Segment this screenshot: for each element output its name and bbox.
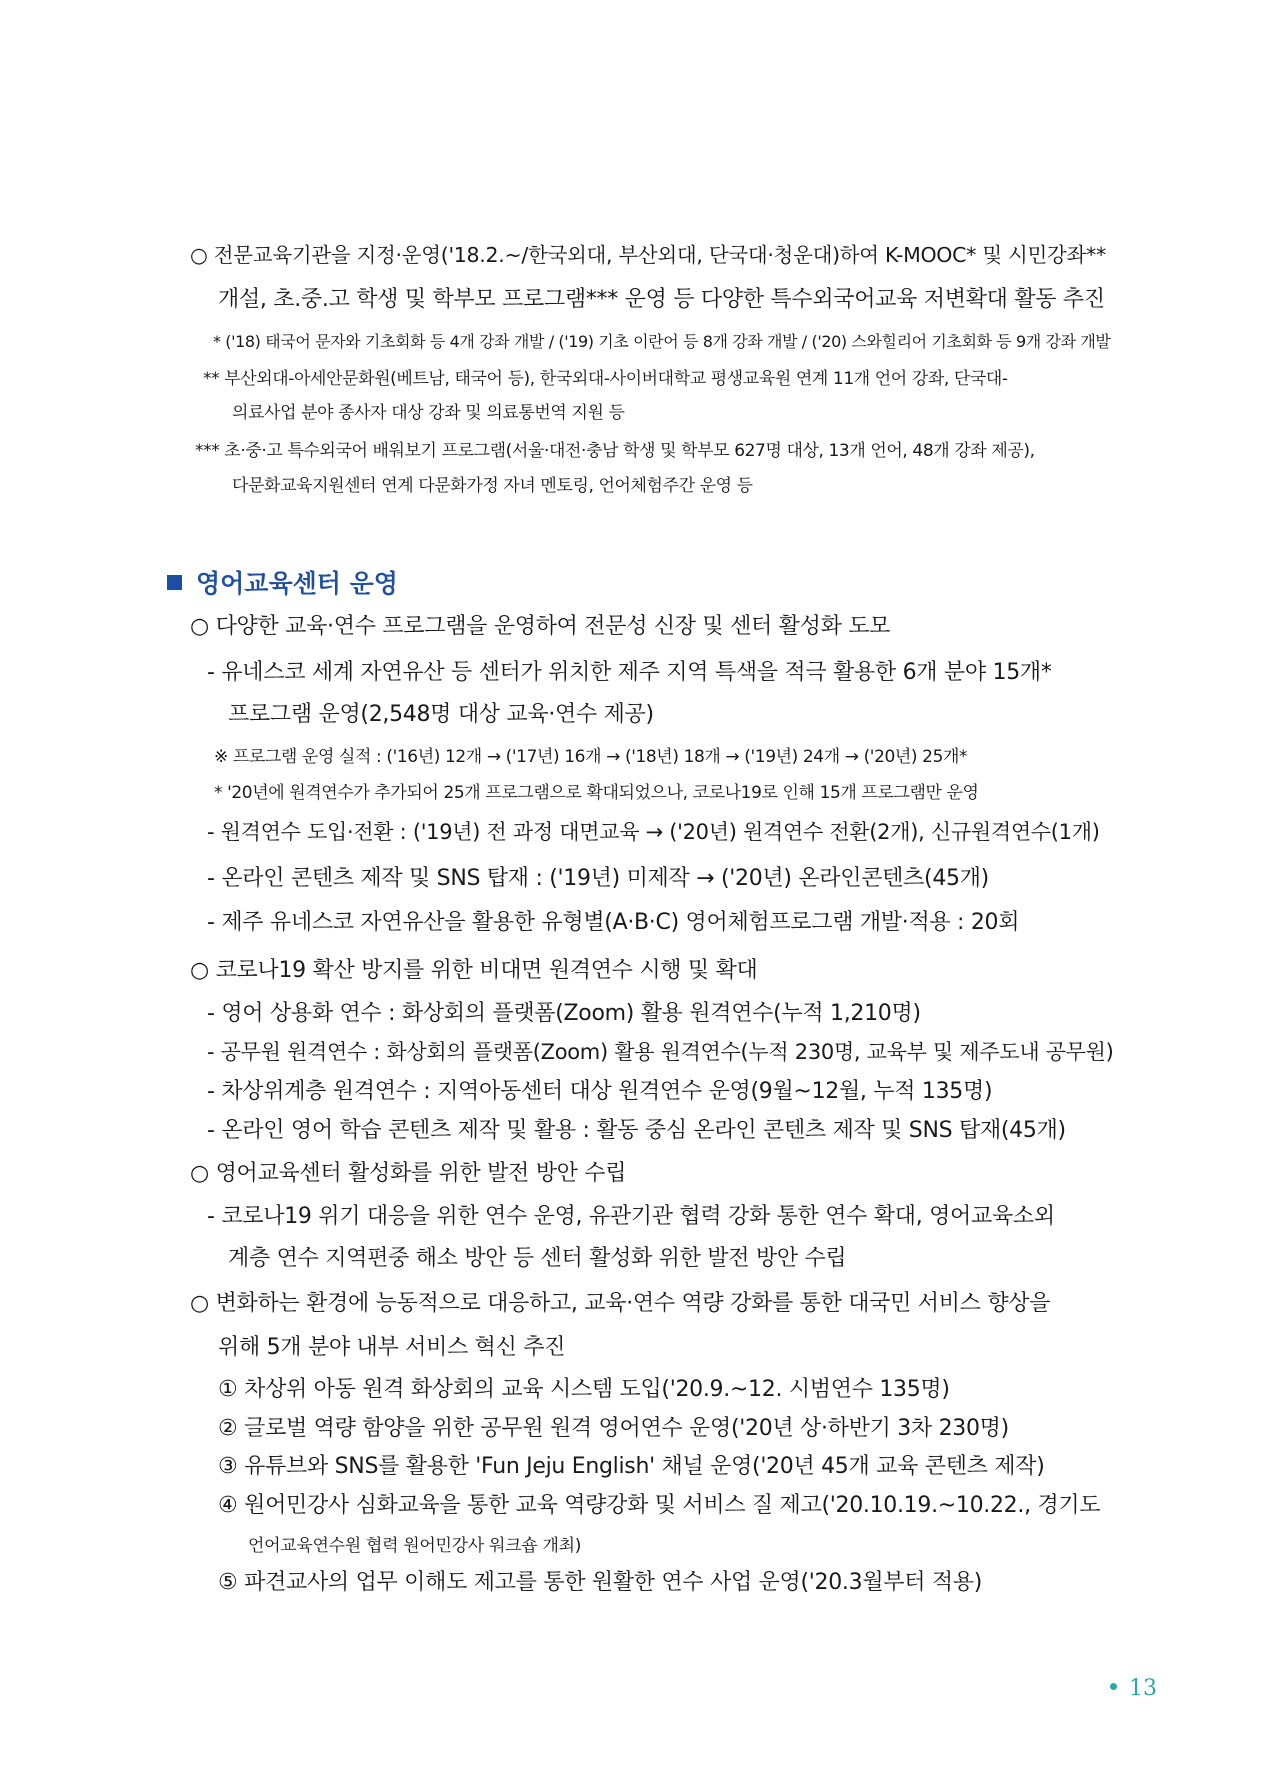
bullet-item: ○ 전문교육기관을 지정·운영('18.2.~/한국외대, 부산외대, 단국대·청운대)하여 K-MOOC* 및 시민강좌**	[190, 243, 1106, 267]
page-number-text: 13	[1129, 1676, 1157, 1701]
dash-item: - 영어 상용화 연수 : 화상회의 플랫폼(Zoom) 활용 원격연수(누적 1,210명)	[207, 1001, 921, 1026]
bullet-continuation: 위해 5개 분야 내부 서비스 혁신 추진	[218, 1335, 566, 1360]
footnote: * '20년에 원격연수가 추가되어 25개 프로그램으로 확대되었으나, 코로나19로 인해 15개 프로그램만 운영	[214, 783, 979, 803]
bullet-item: ○ 코로나19 확산 방지를 위한 비대면 원격연수 시행 및 확대	[190, 958, 758, 983]
footnote-continuation: 의료사업 분야 종사자 대상 강좌 및 의료통번역 지원 등	[232, 403, 625, 423]
dash-item: - 유네스코 세계 자연유산 등 센터가 위치한 제주 지역 특색을 적극 활용한 6개 분야 15개*	[207, 660, 1052, 685]
bullet-dot-icon	[1110, 1683, 1117, 1690]
numbered-item: ④ 원어민강사 심화교육을 통한 교육 역량강화 및 서비스 질 제고('20.10.19.~10.22., 경기도	[218, 1493, 1101, 1518]
numbered-continuation: 언어교육연수원 협력 원어민강사 워크숍 개최)	[248, 1536, 582, 1556]
numbered-item: ⑤ 파견교사의 업무 이해도 제고를 통한 원활한 연수 사업 운영('20.3월부터 적용)	[218, 1570, 983, 1595]
dash-item: - 원격연수 도입·전환 : ('19년) 전 과정 대면교육 → ('20년) 원격연수 전환(2개), 신규원격연수(1개)	[207, 820, 1100, 844]
bullet-item: ○ 영어교육센터 활성화를 위한 발전 방안 수립	[190, 1161, 627, 1186]
bullet-item: ○ 변화하는 환경에 능동적으로 대응하고, 교육·연수 역량 강화를 통한 대국민 서비스 향상을	[190, 1291, 1051, 1316]
square-bullet-icon	[167, 575, 182, 590]
section-heading-text: 영어교육센터 운영	[196, 569, 398, 598]
dash-item: - 제주 유네스코 자연유산을 활용한 유형별(A·B·C) 영어체험프로그램 개발·적용 : 20회	[207, 910, 1020, 935]
bullet-item: ○ 다양한 교육·연수 프로그램을 운영하여 전문성 신장 및 센터 활성화 도모	[190, 614, 891, 639]
section-heading	[167, 564, 398, 600]
numbered-item: ② 글로벌 역량 함양을 위한 공무원 원격 영어연수 운영('20년 상·하반기 3차 230명)	[218, 1416, 1009, 1441]
dash-item: - 공무원 원격연수 : 화상회의 플랫폼(Zoom) 활용 원격연수(누적 230명, 교육부 및 제주도내 공무원)	[207, 1040, 1114, 1064]
dash-continuation: 계층 연수 지역편중 해소 방안 등 센터 활성화 위한 발전 방안 수립	[228, 1246, 847, 1271]
dash-item: - 온라인 영어 학습 콘텐츠 제작 및 활용 : 활동 중심 온라인 콘텐츠 제작 및 SNS 탑재(45개)	[207, 1118, 1066, 1143]
dash-continuation: 프로그램 운영(2,548명 대상 교육·연수 제공)	[228, 702, 654, 727]
bullet-continuation: 개설, 초.중.고 학생 및 학부모 프로그램*** 운영 등 다양한 특수외국어교육 저변확대 활동 추진	[218, 287, 1105, 312]
note: ※ 프로그램 운영 실적 : ('16년) 12개 → ('17년) 16개 → ('18년) 18개 → ('19년) 24개 → ('20년) 25개*	[214, 747, 968, 767]
footnote: *** 초·중·고 특수외국어 배워보기 프로그램(서울·대전·충남 학생 및 학부모 627명 대상, 13개 언어, 48개 강좌 제공),	[195, 441, 1035, 461]
dash-item: - 코로나19 위기 대응을 위한 연수 운영, 유관기관 협력 강화 통한 연수 확대, 영어교육소외	[207, 1204, 1055, 1229]
footnote-continuation: 다문화교육지원센터 연계 다문화가정 자녀 멘토링, 언어체험주간 운영 등	[232, 476, 753, 496]
dash-item: - 온라인 콘텐츠 제작 및 SNS 탑재 : ('19년) 미제작 → ('20년) 온라인콘텐츠(45개)	[207, 866, 989, 891]
numbered-item: ① 차상위 아동 원격 화상회의 교육 시스템 도입('20.9.~12. 시범연수 135명)	[218, 1377, 950, 1402]
numbered-item: ③ 유튜브와 SNS를 활용한 'Fun Jeju English' 채널 운영('20년 45개 교육 콘텐츠 제작)	[218, 1454, 1045, 1479]
dash-item: - 차상위계층 원격연수 : 지역아동센터 대상 원격연수 운영(9월~12월, 누적 135명)	[207, 1079, 993, 1104]
footnote: * ('18) 태국어 문자와 기초회화 등 4개 강좌 개발 / ('19) 기초 이란어 등 8개 강좌 개발 / ('20) 스와힐리어 기초회화 등 9개 강좌 개발	[213, 332, 1111, 351]
page-number	[1110, 1676, 1157, 1701]
footnote: ** 부산외대-아세안문화원(베트남, 태국어 등), 한국외대-사이버대학교 평생교육원 연계 11개 언어 강좌, 단국대-	[203, 369, 1008, 389]
